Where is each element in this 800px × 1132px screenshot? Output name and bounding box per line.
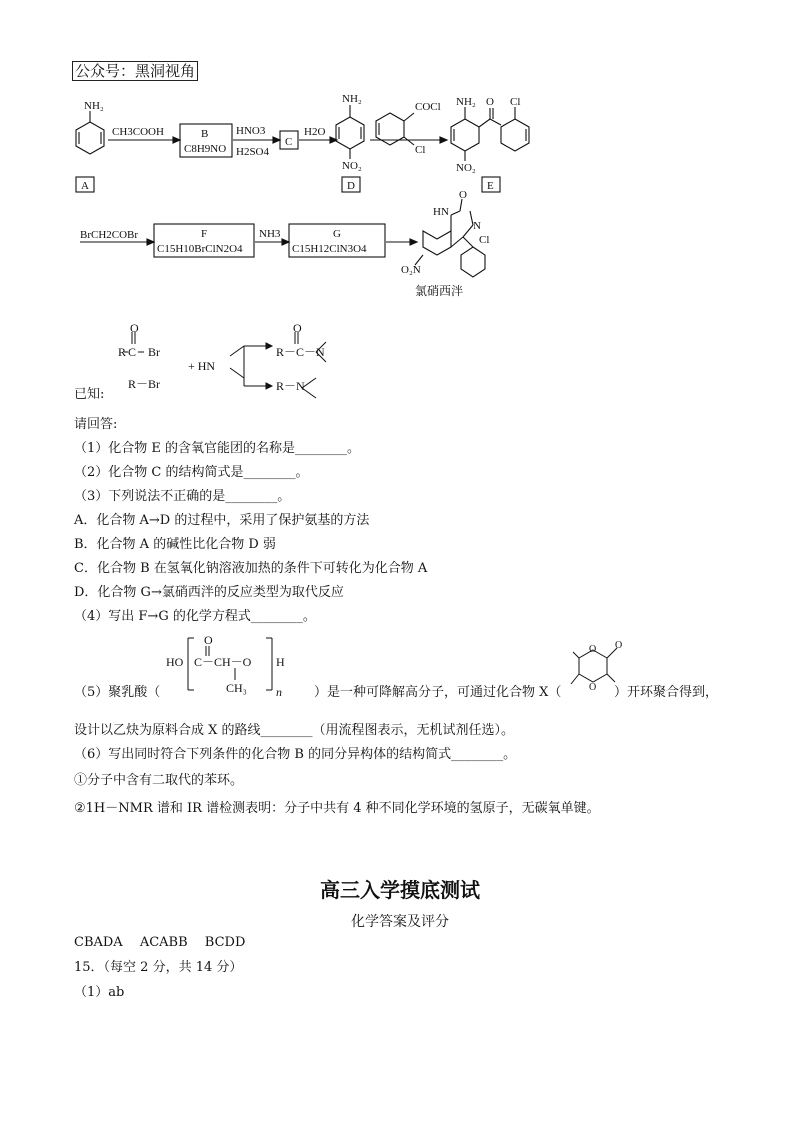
label-e: E bbox=[487, 180, 494, 192]
svg-text:Cl: Cl bbox=[510, 96, 521, 108]
page-header bbox=[72, 60, 198, 81]
svg-text:HN: HN bbox=[433, 206, 449, 218]
svg-text:R－Br: R－Br bbox=[128, 377, 161, 391]
svg-text:C: C bbox=[128, 345, 137, 359]
g-formula: C15H12ClN3O4 bbox=[292, 243, 367, 255]
svg-text:O: O bbox=[204, 633, 213, 647]
option-b: B．化合物 A 的碱性比化合物 D 弱 bbox=[74, 537, 276, 552]
option-d: D．化合物 G→氯硝西泮的反应类型为取代反应 bbox=[74, 585, 344, 600]
reagent-h2o: H2O bbox=[304, 126, 326, 138]
f-label: F bbox=[201, 228, 208, 240]
svg-text:C－CH－O: C－CH－O bbox=[194, 655, 252, 669]
reagent-ch3cooh: CH3COOH bbox=[112, 126, 164, 138]
reagent-hno3: HNO3 bbox=[236, 125, 266, 137]
question-5-part-c: ）开环聚合得到， bbox=[614, 685, 719, 700]
svg-text:NH₂: NH₂ bbox=[456, 96, 476, 108]
svg-text:Br: Br bbox=[148, 345, 160, 359]
svg-text:Cl: Cl bbox=[479, 234, 490, 246]
reaction-scheme-row1 bbox=[60, 85, 560, 195]
condition-2-text: 谱和 IR 谱检测表明：分子中共有 4 种不同化学环境的氢原子，无碳氧单键。 bbox=[156, 801, 600, 816]
answer-1: （1）ab bbox=[74, 985, 125, 1000]
reagent-nh3: NH3 bbox=[259, 228, 281, 240]
svg-text:COCl: COCl bbox=[415, 101, 441, 113]
svg-text:+ HN: + HN bbox=[188, 359, 216, 373]
condition-1: ①分子中含有二取代的苯环。 bbox=[74, 773, 244, 788]
svg-text:R－C－N: R－C－N bbox=[276, 345, 325, 359]
svg-text:n: n bbox=[276, 685, 282, 699]
reagent-bromoacetyl-bromide: BrCH2COBr bbox=[80, 229, 139, 241]
svg-text:O: O bbox=[293, 322, 302, 335]
condition-2-marker: ② bbox=[74, 801, 86, 816]
polylactic-acid-structure bbox=[160, 630, 315, 700]
svg-text:Cl: Cl bbox=[415, 144, 426, 156]
svg-text:R: R bbox=[118, 345, 127, 359]
brand-label: 公众号：黑洞视角 bbox=[72, 61, 198, 81]
question-2: （2）化合物 C 的结构简式是________。 bbox=[74, 465, 309, 480]
question-1: （1）化合物 E 的含氧官能团的名称是________。 bbox=[74, 441, 361, 456]
item-15-header: 15．（每空 2 分，共 14 分） bbox=[74, 960, 243, 975]
svg-text:NO₂: NO₂ bbox=[456, 162, 476, 174]
reaction-scheme-row2 bbox=[75, 185, 515, 300]
svg-text:R－N: R－N bbox=[276, 379, 305, 393]
svg-text:O₂N: O₂N bbox=[401, 264, 421, 276]
svg-text:H: H bbox=[276, 655, 285, 669]
product-name: 氯硝西泮 bbox=[415, 284, 464, 298]
b-formula: C8H9NO bbox=[184, 143, 227, 155]
b-label: B bbox=[201, 128, 209, 140]
question-5-part-a: （5）聚乳酸（ bbox=[74, 685, 161, 700]
option-c: C．化合物 B 在氢氧化钠溶液加热的条件下可转化为化合物 A bbox=[74, 561, 428, 576]
known-reactions bbox=[70, 322, 370, 400]
svg-text:NH₂: NH₂ bbox=[342, 93, 362, 105]
f-formula: C15H10BrClN2O4 bbox=[157, 243, 243, 255]
svg-text:N: N bbox=[473, 220, 481, 232]
nmr-label: 1H－NMR bbox=[85, 801, 153, 816]
svg-text:NO₂: NO₂ bbox=[342, 160, 362, 172]
question-3: （3）下列说法不正确的是________。 bbox=[74, 489, 291, 504]
choice-answers: CBADA ACABB BCDD bbox=[74, 935, 246, 950]
label-a: A bbox=[81, 180, 89, 192]
label-d: D bbox=[347, 180, 355, 192]
question-5-part-d: 设计以乙炔为原料合成 X 的路线________（用流程图表示，无机试剂任选）。 bbox=[74, 723, 515, 738]
option-a: A．化合物 A→D 的过程中，采用了保护氨基的方法 bbox=[74, 513, 370, 528]
svg-text:O: O bbox=[486, 96, 494, 108]
svg-text:O: O bbox=[459, 189, 467, 201]
svg-text:O: O bbox=[130, 322, 139, 335]
svg-text:O: O bbox=[589, 644, 597, 655]
svg-text:HO: HO bbox=[166, 655, 184, 669]
question-5-part-b: ）是一种可降解高分子，可通过化合物 X（ bbox=[314, 685, 562, 700]
svg-text:NH₂: NH₂ bbox=[84, 100, 104, 112]
known-label: 已知: bbox=[74, 387, 105, 402]
question-6: （6）写出同时符合下列条件的化合物 B 的同分异构体的结构简式________。 bbox=[74, 747, 517, 762]
svg-text:CH₃: CH₃ bbox=[226, 681, 247, 695]
c-label: C bbox=[285, 136, 293, 148]
g-label: G bbox=[333, 228, 341, 240]
answer-title: 高三入学摸底测试 bbox=[320, 878, 480, 902]
question-4: （4）写出 F→G 的化学方程式________。 bbox=[74, 609, 316, 624]
answer-subtitle: 化学答案及评分 bbox=[351, 914, 449, 930]
reagent-h2so4: H2SO4 bbox=[236, 146, 270, 158]
svg-text:O: O bbox=[615, 640, 623, 651]
condition-2 bbox=[74, 800, 600, 818]
svg-text:O: O bbox=[589, 682, 597, 693]
intro-text: 请回答: bbox=[74, 417, 118, 432]
